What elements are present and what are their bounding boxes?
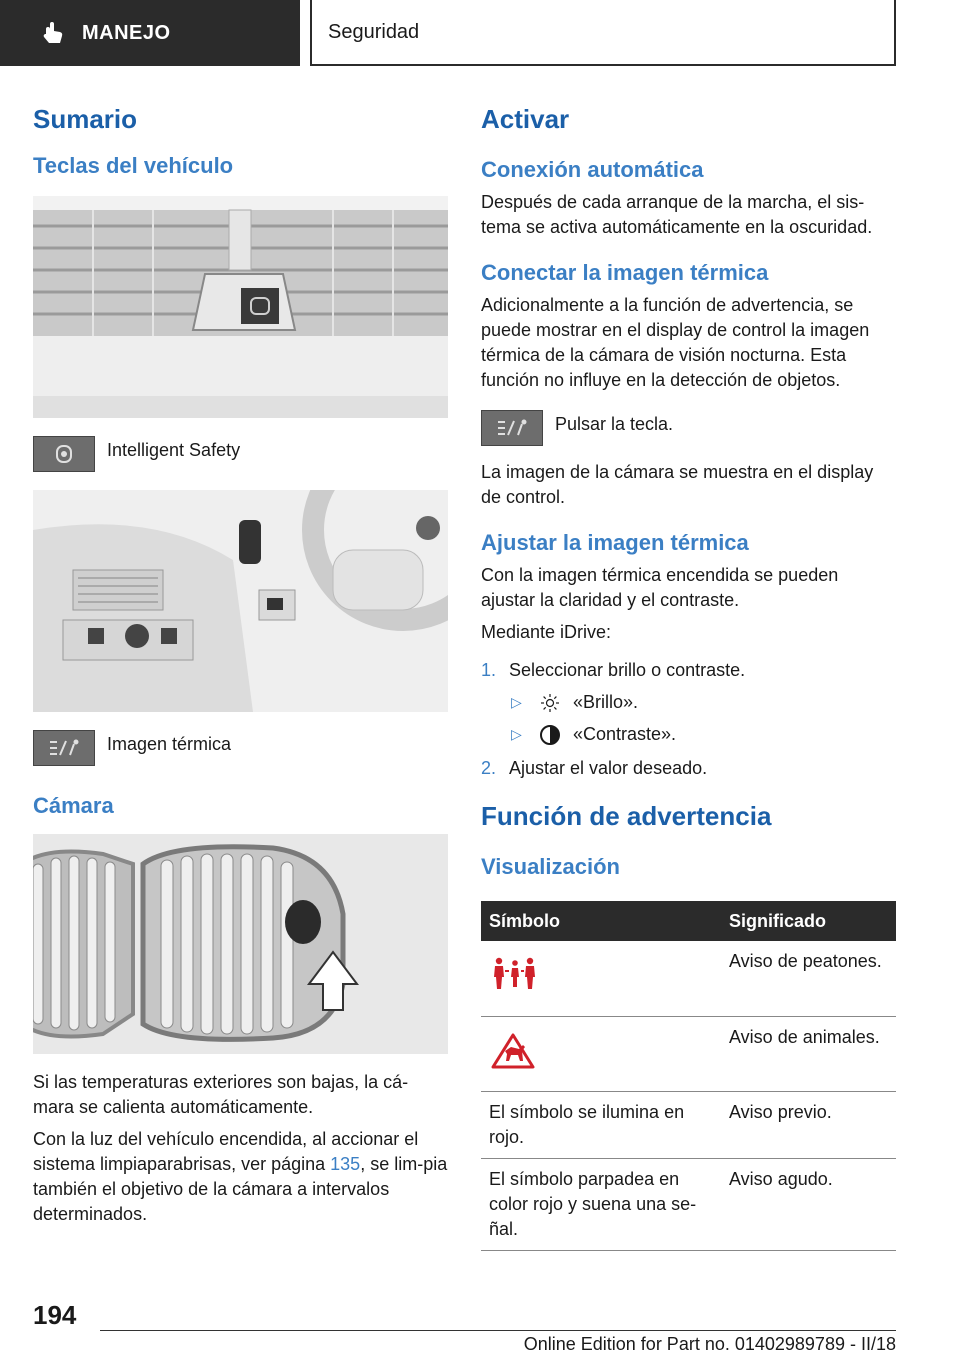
- triangle-bullet-icon: ▷: [511, 726, 522, 742]
- step-2: [481, 756, 896, 781]
- page-link[interactable]: 135: [330, 1154, 361, 1174]
- left-column: [33, 100, 448, 1227]
- substep-brightness: [481, 690, 896, 715]
- symbol-cell: El símbolo parpadea en color rojo y suena una se-ñal.: [481, 1158, 721, 1250]
- substep-contrast-text: «Contraste».: [573, 724, 677, 744]
- symbol-cell: [481, 941, 721, 1016]
- paragraph2-text-a: Con la luz del vehículo encendida, al accionar el sistema limpiaparabrisas, ver página: [33, 1129, 419, 1174]
- title-warning: Función de advertencia: [481, 801, 772, 831]
- table-row: [481, 941, 896, 1016]
- contrast-icon: [539, 724, 561, 746]
- subtitle-adjust: Ajustar la imagen térmica: [481, 530, 749, 555]
- key1-label: Intelligent Safety: [107, 440, 241, 460]
- table-header-row: [481, 901, 896, 941]
- subtitle-keys: Teclas del vehículo: [33, 153, 234, 178]
- key-intelligent-safety: [33, 436, 448, 472]
- steps-list-2: [481, 756, 896, 781]
- dashboard-illustration: [33, 490, 448, 712]
- shown-text: La imagen de la cámara se muestra en el display de control.: [481, 462, 874, 507]
- right-column: [481, 100, 896, 1251]
- camera-paragraph-1: Si las temperaturas exteriores son bajas, la cá-mara se calienta automáticamente.: [33, 1072, 409, 1117]
- step1-text: Seleccionar brillo o contraste.: [509, 660, 746, 680]
- meaning-cell: Aviso agudo.: [721, 1158, 896, 1250]
- step1-number: 1.: [481, 660, 497, 680]
- adjust-text: Con la imagen térmica encendida se pueden ajustar la claridad y el contraste.: [481, 565, 839, 610]
- section-label: Seguridad: [328, 20, 420, 43]
- chapter-tab[interactable]: [0, 0, 300, 66]
- footer-edition: Online Edition for Part no. 01402989789 - II/18: [523, 1334, 896, 1354]
- subtitle-auto: Conexión automática: [481, 157, 704, 182]
- substep-contrast: [481, 722, 896, 747]
- symbol-table: [481, 901, 896, 1251]
- table-row: [481, 1016, 896, 1091]
- intelligent-safety-key-icon: [33, 436, 95, 472]
- table-col-meaning: Significado: [721, 901, 896, 941]
- night-vision-key-icon: [481, 410, 543, 446]
- meaning-cell: Aviso de peatones.: [721, 941, 896, 1016]
- animal-warning-icon: [489, 1031, 541, 1071]
- title-activar: Activar: [481, 104, 570, 134]
- chapter-label: MANEJO: [82, 21, 171, 44]
- table-row: [481, 1158, 896, 1250]
- grille-camera-illustration: [33, 834, 448, 1054]
- pedestrian-warning-icon: [489, 955, 541, 995]
- press-key-row: [481, 410, 896, 446]
- section-header: [310, 0, 896, 66]
- step2-text: Ajustar el valor deseado.: [509, 758, 708, 778]
- triangle-bullet-icon: ▷: [511, 694, 522, 710]
- table-col-symbol: Símbolo: [481, 901, 721, 941]
- connect-text: Adicionalmente a la función de advertencia, se puede mostrar en el display de control la imagen térmica de la cámara de visión nocturna. Esta función no influye en la detección de objetos.: [481, 295, 870, 390]
- paragraph2-text-b: , se lim-pia también el objetivo de la cámara a intervalos determinados.: [33, 1154, 448, 1224]
- meaning-cell: Aviso de animales.: [721, 1016, 896, 1091]
- subtitle-camera: Cámara: [33, 793, 114, 818]
- subtitle-display: Visualización: [481, 854, 620, 879]
- step-1: [481, 658, 896, 683]
- footer-divider: [100, 1330, 896, 1331]
- meaning-cell: Aviso previo.: [721, 1091, 896, 1158]
- symbol-cell: El símbolo se ilumina en rojo.: [481, 1091, 721, 1158]
- title-sumario: Sumario: [33, 104, 138, 134]
- auto-text: Después de cada arranque de la marcha, el sis-tema se activa automáticamente en la oscuridad.: [481, 192, 873, 237]
- steps-list: [481, 658, 896, 683]
- page-number: 194: [33, 1300, 77, 1330]
- key-thermal-image: [33, 730, 448, 766]
- subtitle-connect: Conectar la imagen térmica: [481, 260, 769, 285]
- press-key-text: Pulsar la tecla.: [555, 414, 674, 434]
- substep-brightness-text: «Brillo».: [573, 692, 639, 712]
- camera-paragraph-2: [33, 1127, 448, 1227]
- brightness-icon: [539, 692, 561, 714]
- symbol-cell: [481, 1016, 721, 1091]
- step2-number: 2.: [481, 758, 497, 778]
- night-vision-key-icon: [33, 730, 95, 766]
- key2-label: Imagen térmica: [107, 734, 232, 754]
- idrive-text: Mediante iDrive:: [481, 622, 612, 642]
- table-row: [481, 1091, 896, 1158]
- vehicle-keys-illustration: [33, 196, 448, 418]
- hand-pointer-icon: [40, 20, 66, 46]
